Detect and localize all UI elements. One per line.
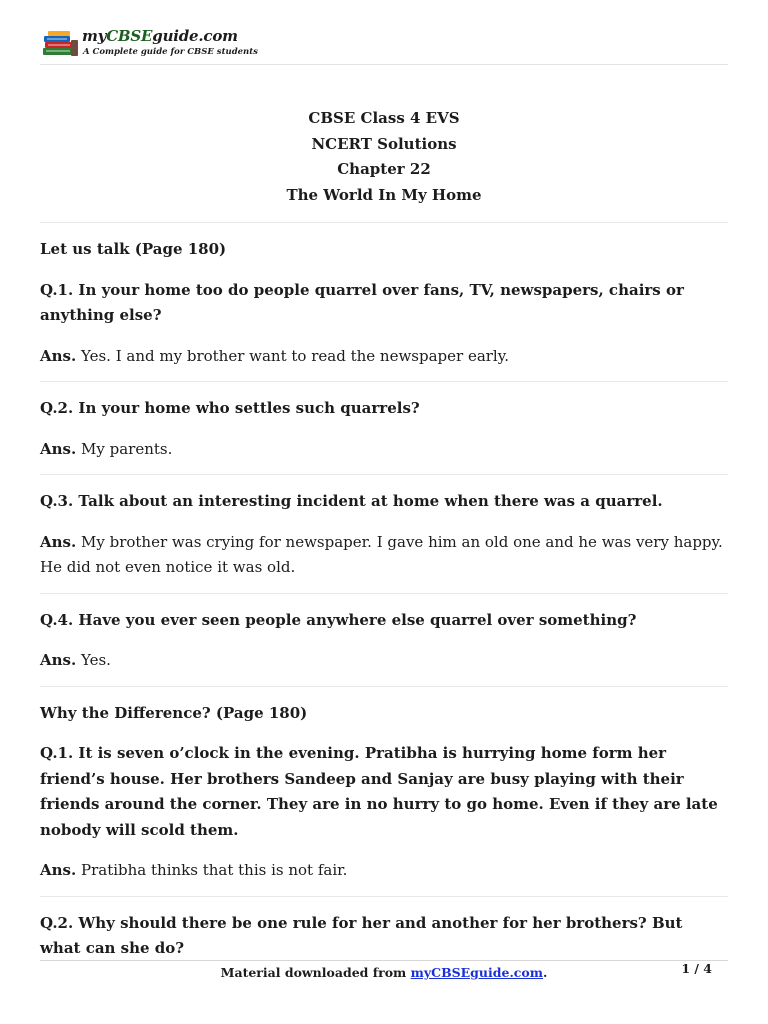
- answer: [40, 344, 728, 370]
- footer-prefix: Material downloaded from: [220, 965, 411, 980]
- answer-text: Yes. I and my brother want to read the newspaper early.: [81, 346, 509, 365]
- qa-content: [40, 222, 728, 974]
- title-line-chapter: Chapter 22: [337, 160, 431, 178]
- qa-section: [40, 474, 728, 593]
- title-line-solutions: NCERT Solutions: [311, 134, 457, 153]
- qa-section: [40, 381, 728, 474]
- answer-label: Ans.: [40, 651, 77, 669]
- answer-text: Yes.: [81, 651, 111, 669]
- logo-wordmark: [82, 27, 238, 45]
- footer-suffix: .: [542, 965, 548, 980]
- question: Q.2. In your home who settles such quarrels?: [40, 399, 420, 417]
- section-heading: Let us talk (Page 180): [40, 240, 227, 258]
- question: Q.2. Why should there be one rule for her and another for her brothers? But what can she do?: [40, 913, 683, 957]
- question: Q.3. Talk about an interesting incident at home when there was a quarrel.: [40, 492, 663, 510]
- title-line-name: The World In My Home: [286, 185, 482, 204]
- section-heading: Why the Difference? (Page 180): [40, 703, 308, 722]
- title-line-class: CBSE Class 4 EVS: [308, 109, 460, 127]
- answer: [40, 437, 728, 463]
- answer-label: Ans.: [40, 439, 77, 458]
- books-logo-icon: [40, 30, 80, 58]
- document-title: [40, 106, 728, 208]
- logo-text-prefix: my: [82, 27, 107, 45]
- footer-site-link[interactable]: myCBSEguide.com: [410, 965, 543, 980]
- qa-section: [40, 222, 728, 381]
- logo-text-suffix: guide.com: [152, 27, 238, 45]
- qa-section: [40, 686, 728, 896]
- site-logo[interactable]: [40, 28, 260, 60]
- answer: [40, 648, 728, 674]
- page-number: 1 / 4: [681, 961, 712, 976]
- logo-tagline: A Complete guide for CBSE students: [83, 47, 258, 57]
- answer: [40, 858, 728, 884]
- footer-credit: [40, 963, 728, 983]
- question: Q.1. In your home too do people quarrel over fans, TV, newspapers, chairs or anything else?: [40, 280, 684, 324]
- answer-label: Ans.: [40, 346, 77, 365]
- answer-text: Pratibha thinks that this is not fair.: [81, 861, 348, 879]
- answer-text: My brother was crying for newspaper. I gave him an old one and he was very happy. He did not even notice it was old.: [40, 532, 723, 576]
- qa-section: [40, 593, 728, 686]
- logo-text-brand: CBSE: [106, 27, 153, 45]
- question: Q.4. Have you ever seen people anywhere else quarrel over something?: [40, 610, 637, 629]
- answer-label: Ans.: [40, 532, 77, 551]
- answer-label: Ans.: [40, 861, 77, 879]
- question: Q.1. It is seven o’clock in the evening. Pratibha is hurrying home form her friend’s house. Her brothers Sandeep and Sanjay are busy playing with their friends around the corner. They are in no hurry to go home. Even if they are late nobody will scold them.: [40, 744, 718, 839]
- page-header: [40, 24, 728, 65]
- page-footer: [40, 960, 728, 991]
- answer-text: My parents.: [81, 439, 173, 458]
- answer: [40, 530, 728, 581]
